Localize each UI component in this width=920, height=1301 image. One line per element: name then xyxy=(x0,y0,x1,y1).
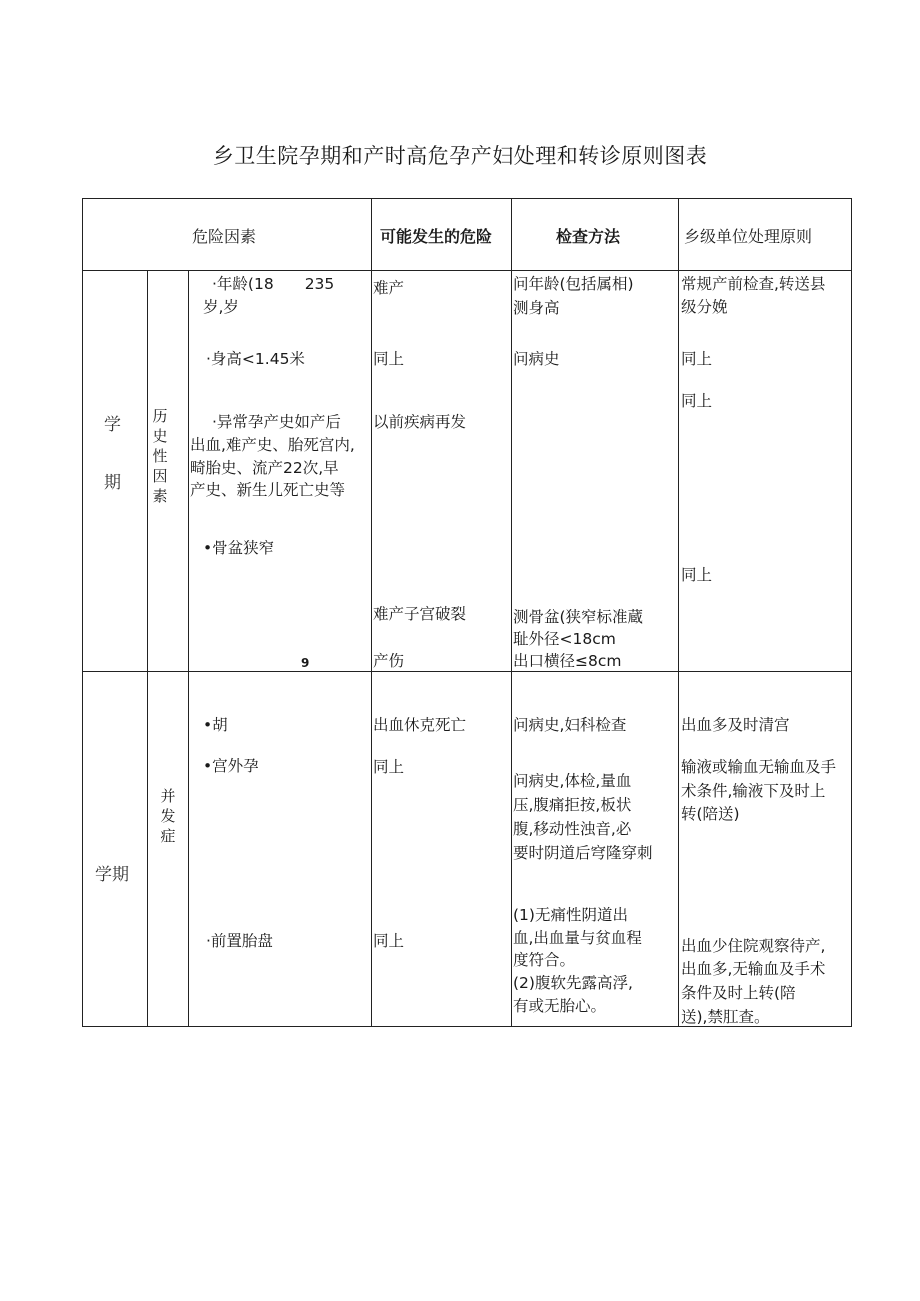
method-ectopic-line3: 腹,移动性浊音,必 xyxy=(513,820,632,838)
method-ectopic-line2: 压,腹痛拒按,板状 xyxy=(513,796,632,814)
method-pelvis-line1: 测骨盆(狭窄标准蔵 xyxy=(513,608,644,626)
principle-height: 同上 xyxy=(681,350,713,368)
principle-ectopic-line2: 术条件,输液下及时上 xyxy=(681,782,826,800)
document-title: 乡卫生院孕期和产时高危孕产妇处理和转诊原则图表 xyxy=(212,144,708,168)
header-divider xyxy=(82,270,852,271)
table-border-left xyxy=(82,198,83,1027)
risk-hu: 出血休克死亡 xyxy=(373,716,467,734)
principle-ectopic-line3: 转(陪送) xyxy=(681,805,740,823)
method-placenta-line3: 度符合。 xyxy=(513,951,576,969)
method-pelvis-line2: 耻外径<18cm xyxy=(513,630,616,648)
risk-height: 同上 xyxy=(373,350,405,368)
factor-history-line4: 产史、新生儿死亡史等 xyxy=(190,481,346,499)
section-divider xyxy=(82,671,852,672)
section1-label-bottom: 期 xyxy=(104,473,121,493)
principle-history: 同上 xyxy=(681,392,713,410)
factor-history-line3: 畸胎史、流产22次,早 xyxy=(190,459,339,477)
header-principle: 乡级单位处理原则 xyxy=(684,227,813,246)
factor-history-line2: 出血,难产史、胎死宫内, xyxy=(190,436,355,454)
section2-label: 学期 xyxy=(95,865,129,885)
method-pelvis-line3: 出口横径≤8cm xyxy=(513,652,622,670)
header-method: 检查方法 xyxy=(556,227,621,246)
principle-placenta-line4: 送),禁肛查。 xyxy=(681,1008,770,1026)
principle-placenta-line1: 出血少住院观察待产, xyxy=(681,937,826,955)
factor-hu: •胡 xyxy=(203,716,228,734)
col-divider-category xyxy=(188,270,189,1027)
method-placenta-line2: 血,出血量与贫血程 xyxy=(513,929,642,947)
col-divider-label xyxy=(147,270,148,1027)
method-ectopic-line1: 问病史,体检,量血 xyxy=(513,772,632,790)
risk-placenta: 同上 xyxy=(373,932,405,950)
risk-pelvis-line2: 产伤 xyxy=(373,652,405,670)
factor-height: ·身高<1.45米 xyxy=(206,350,305,368)
method-age-line2: 测身高 xyxy=(513,299,560,317)
risk-history: 以前疾病再发 xyxy=(373,413,467,431)
principle-hu: 出血多及时清宫 xyxy=(681,716,790,734)
factor-age-line1: ·年龄(18 235 xyxy=(212,275,335,293)
risk-age: 难产 xyxy=(373,279,405,297)
section1-category: 历史性因素 xyxy=(152,407,168,505)
header-risk: 可能发生的危险 xyxy=(380,227,493,246)
principle-age-line2: 级分娩 xyxy=(681,298,728,316)
col-divider-method xyxy=(678,198,679,1027)
method-placenta-line4: (2)腹软先露高浮, xyxy=(513,974,633,992)
method-ectopic-line4: 要时阴道后穹隆穿刺 xyxy=(513,844,653,862)
table-border-top xyxy=(82,198,852,199)
principle-placenta-line3: 条件及时上转(陪 xyxy=(681,984,796,1002)
table-border-right xyxy=(851,198,852,1027)
principle-age-line1: 常规产前检查,转送县 xyxy=(681,275,826,293)
page-mark: 9 xyxy=(301,656,310,670)
method-placenta-line5: 有或无胎心。 xyxy=(513,997,607,1015)
method-hu: 问病史,妇科检查 xyxy=(513,716,627,734)
method-height: 问病史 xyxy=(513,350,560,368)
risk-ectopic: 同上 xyxy=(373,758,405,776)
risk-pelvis-line1: 难产子宫破裂 xyxy=(373,605,467,623)
col-divider-factor xyxy=(371,198,372,1027)
factor-history-line1: ·异常孕产史如产后 xyxy=(212,413,341,431)
col-divider-risk xyxy=(511,198,512,1027)
method-age-line1: 问年龄(包括属相) xyxy=(513,275,634,293)
principle-ectopic-line1: 输液或输血无输血及手 xyxy=(681,758,837,776)
factor-pelvis: •骨盆狭窄 xyxy=(203,539,275,557)
header-factor: 危险因素 xyxy=(192,227,257,246)
method-placenta-line1: (1)无痛性阴道出 xyxy=(513,906,628,924)
factor-placenta: ·前置胎盘 xyxy=(206,932,273,950)
principle-placenta-line2: 出血多,无输血及手术 xyxy=(681,960,826,978)
principle-pelvis: 同上 xyxy=(681,566,713,584)
section2-category: 并发症 xyxy=(160,787,176,845)
factor-ectopic: •宫外孕 xyxy=(203,757,259,775)
factor-age-line2: 岁,岁 xyxy=(203,298,239,316)
section1-label-top: 学 xyxy=(104,415,121,435)
